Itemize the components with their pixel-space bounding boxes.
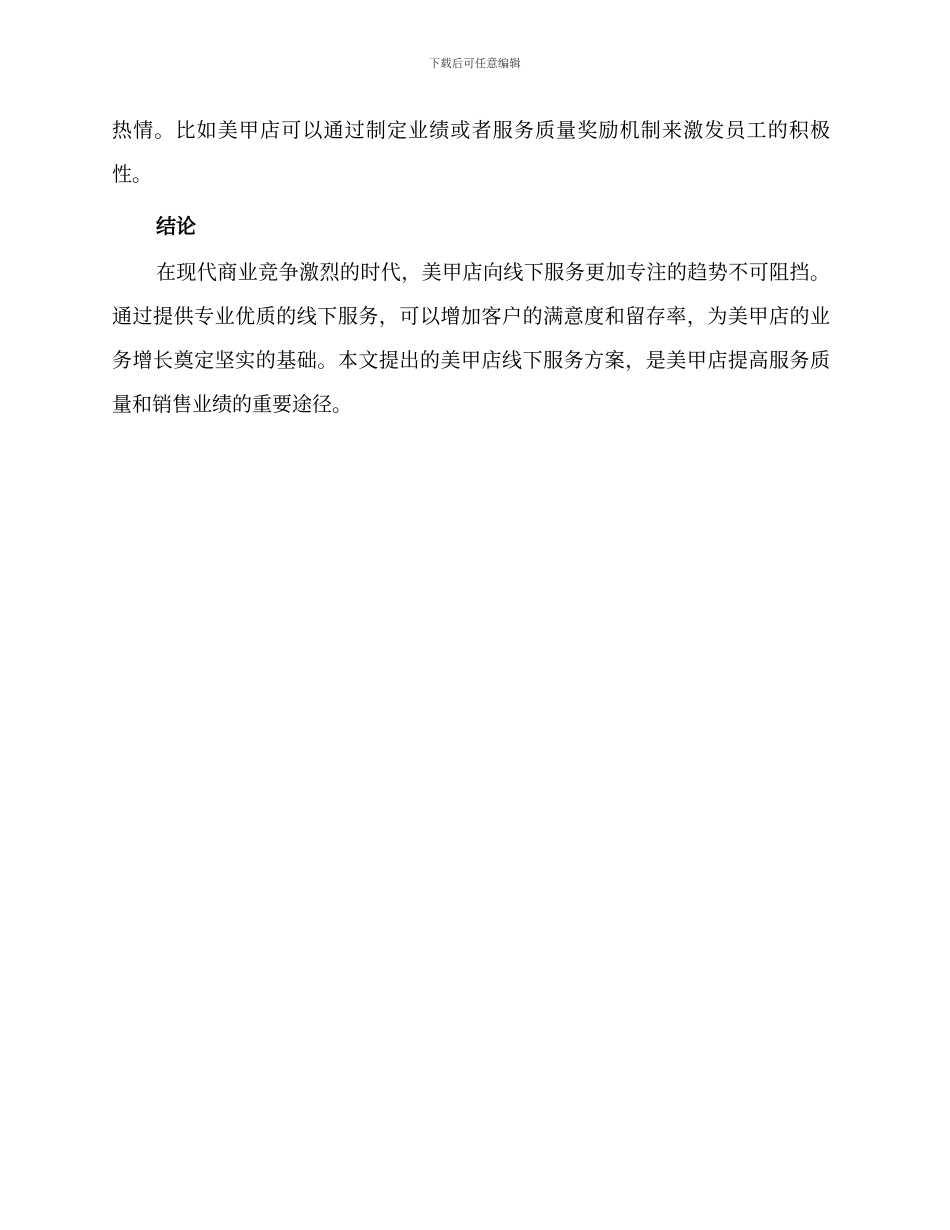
document-body — [112, 108, 830, 426]
section-heading-conclusion: 结论 — [156, 214, 196, 238]
body-paragraph-conclusion: 在现代商业竞争激烈的时代，美甲店向线下服务更加专注的趋势不可阻挡。通过提供专业优质的线下服务，可以增加客户的满意度和留存率，为美甲店的业务增长奠定坚实的基础。本文提出的美甲店线下服务方案，是美甲店提高服务质量和销售业绩的重要途径。 — [112, 260, 830, 416]
page-header: 下载后可任意编辑 — [429, 57, 521, 70]
body-paragraph-continued: 热情。比如美甲店可以通过制定业绩或者服务质量奖励机制来激发员工的积极性。 — [112, 118, 830, 186]
